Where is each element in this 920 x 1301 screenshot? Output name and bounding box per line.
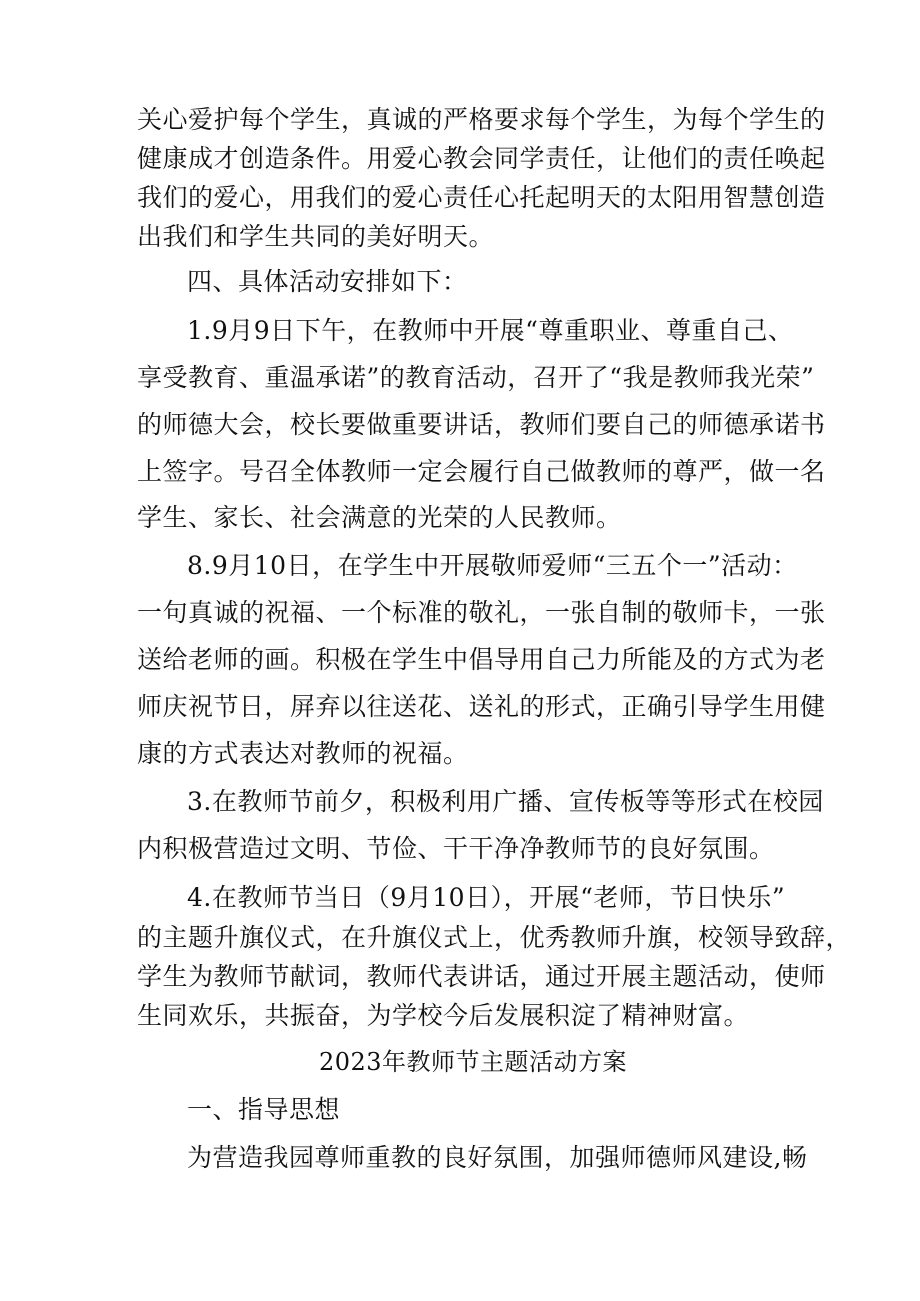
text-line: 一句真诚的祝福、一个标准的敬礼，一张自制的敬师卡，一张	[137, 598, 826, 627]
text-line: 8.9月10日，在学生中开展敬师爱师“三五个一”活动：	[187, 551, 798, 580]
document-title: 2023年教师节主题活动方案	[318, 1048, 628, 1076]
text-line: 生同欢乐，共振奋，为学校今后发展积淀了精神财富。	[137, 1001, 750, 1030]
text-line: 为营造我园尊师重教的良好氛围，加强师德师风建设,畅	[187, 1143, 808, 1172]
text-line: 的主题升旗仪式，在升旗仪式上，优秀教师升旗，校领导致辞，	[137, 923, 852, 952]
text-line: 1.9月9日下午，在教师中开展“尊重职业、尊重自己、	[187, 316, 794, 345]
text-line: 关心爱护每个学生，真诚的严格要求每个学生，为每个学生的	[137, 105, 826, 134]
text-line: 享受教育、重温承诺”的教育活动，召开了“我是教师我光荣”	[137, 363, 815, 392]
text-line: 师庆祝节日，屏弃以往送花、送礼的形式，正确引导学生用健	[137, 692, 826, 721]
text-line: 出我们和学生共同的美好明天。	[137, 222, 495, 251]
text-line: 健康成才创造条件。用爱心教会同学责任，让他们的责任唤起	[137, 144, 826, 173]
text-line: 3.在教师节前夕，积极利用广播、宣传板等等形式在校园	[187, 787, 824, 816]
section-heading: 四、具体活动安排如下：	[187, 267, 468, 296]
text-line: 我们的爱心，用我们的爱心责任心托起明天的太阳用智慧创造	[137, 183, 826, 212]
text-line: 康的方式表达对教师的祝福。	[137, 739, 469, 768]
text-line: 学生为教师节献词，教师代表讲话，通过开展主题活动，使师	[137, 962, 826, 991]
text-line: 4.在教师节当日（9月10日），开展“老师，节日快乐”	[187, 883, 786, 912]
text-line: 学生、家长、社会满意的光荣的人民教师。	[137, 503, 622, 532]
text-line: 送给老师的画。积极在学生中倡导用自己力所能及的方式为老	[137, 645, 826, 674]
text-line: 内积极营造过文明、节俭、干干净净教师节的良好氛围。	[137, 834, 775, 863]
text-line: 的师德大会，校长要做重要讲话，教师们要自己的师德承诺书	[137, 410, 826, 439]
section-heading: 一、指导思想	[187, 1095, 341, 1124]
text-line: 上签字。号召全体教师一定会履行自己做教师的尊严，做一名	[137, 457, 826, 486]
